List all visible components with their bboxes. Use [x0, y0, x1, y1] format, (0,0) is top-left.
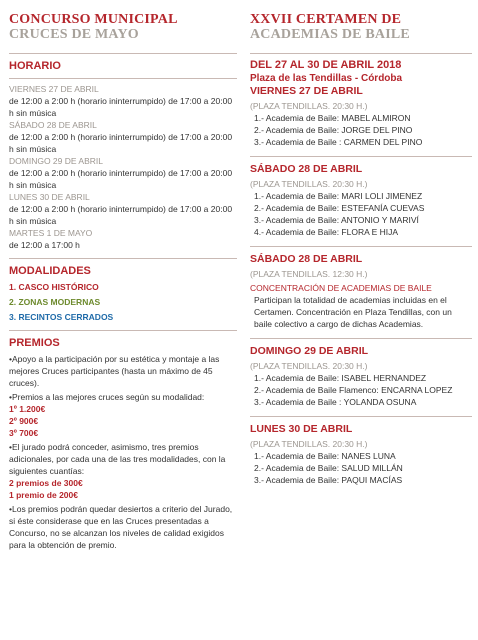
- academy-item: 3.- Academia de Baile: PAQUI MACÍAS: [254, 475, 403, 485]
- horario-hours: de 12:00 a 2:00 h (horario ininterrumpido) de 17:00 a 20:00 h sin música: [9, 96, 233, 118]
- title-line-2: CRUCES DE MAYO: [9, 27, 139, 42]
- academy-list: [250, 190, 472, 238]
- horario-hours: de 12:00 a 2:00 h (horario ininterrumpido) de 17:00 a 20:00 h sin música: [9, 204, 233, 226]
- left-column: [9, 12, 237, 551]
- academy-item: 2.- Academia de Baile: SALUD MILLÁN: [254, 463, 403, 473]
- extra-prize: 1 premio de 200€: [9, 490, 78, 500]
- title-line-1: CONCURSO MUNICIPAL: [9, 12, 178, 27]
- title-line-2: ACADEMIAS DE BAILE: [250, 27, 410, 42]
- day-block: [250, 85, 472, 148]
- day-venue: (PLAZA TENDILLAS. 20:30 H.): [250, 101, 368, 111]
- day-venue: (PLAZA TENDILLAS. 20:30 H.): [250, 179, 368, 189]
- day-heading: VIERNES 27 DE ABRIL: [250, 85, 363, 97]
- divider: [250, 338, 472, 339]
- day-heading: DOMINGO 29 DE ABRIL: [250, 345, 369, 357]
- academy-item: 3.- Academia de Baile: ANTONIO Y MARIVÍ: [254, 215, 419, 225]
- divider: [250, 416, 472, 417]
- day-heading: SÁBADO 28 DE ABRIL: [250, 163, 363, 175]
- premios-heading: PREMIOS: [9, 337, 60, 349]
- premios-content: [9, 353, 237, 551]
- academy-item: 4.- Academia de Baile: FLORA E HIJA: [254, 227, 399, 237]
- prize-value: 1º 1.200€: [9, 404, 46, 414]
- horario-hours: de 12:00 a 17:00 h: [9, 240, 80, 250]
- academy-item: 3.- Academia de Baile : CARMEN DEL PINO: [254, 137, 423, 147]
- certamen-title: [250, 12, 472, 42]
- academy-item: 2.- Academia de Baile: ESTEFANÍA CUEVAS: [254, 203, 425, 213]
- right-column: [250, 12, 472, 486]
- horario-list: [9, 84, 237, 251]
- horario-heading: HORARIO: [9, 60, 61, 72]
- day-venue: (PLAZA TENDILLAS. 12:30 H.): [250, 269, 368, 279]
- day-block: [250, 163, 472, 238]
- divider: [250, 156, 472, 157]
- horario-hours: de 12:00 a 2:00 h (horario ininterrumpido) de 17:00 a 20:00 h sin música: [9, 168, 233, 190]
- modalidad-item: 2. ZONAS MODERNAS: [9, 297, 101, 307]
- academy-item: 1.- Academia de Baile: MARI LOLI JIMENEZ: [254, 191, 423, 201]
- academy-list: [250, 112, 472, 148]
- divider: [250, 246, 472, 247]
- certamen-dates: DEL 27 AL 30 DE ABRIL 2018: [250, 59, 402, 71]
- day-block: [250, 253, 472, 330]
- premios-paragraph: • Premios a las mejores cruces según su modalidad:: [9, 391, 237, 403]
- day-venue: (PLAZA TENDILLAS. 20:30 H.): [250, 361, 368, 371]
- horario-hours: de 12:00 a 2:00 h (horario ininterrumpido) de 17:00 a 20:00 h sin música: [9, 132, 233, 154]
- prize-value: 2º 900€: [9, 416, 39, 426]
- extra-prize: 2 premios de 300€: [9, 478, 83, 488]
- day-heading: SÁBADO 28 DE ABRIL: [250, 253, 363, 265]
- horario-day: MARTES 1 DE MAYO: [9, 228, 93, 238]
- academy-item: 1.- Academia de Baile: NANES LUNA: [254, 451, 396, 461]
- concurso-title: [9, 12, 237, 42]
- day-block: [250, 345, 472, 408]
- day-venue: (PLAZA TENDILLAS. 20:30 H.): [250, 439, 368, 449]
- certamen-place: Plaza de las Tendillas - Córdoba: [250, 73, 403, 84]
- concentration-text: Participan la totalidad de academias incluidas en el Certamen. Concentración en Plaza Tendillas, con un baile colectivo a cargo de dichas Academias.: [254, 295, 452, 329]
- concentration-heading: CONCENTRACIÓN DE ACADEMIAS DE BAILE: [250, 283, 432, 293]
- premios-paragraph: • Apoyo a la participación por su estética y montaje a las mejores Cruces participantes (hasta un máximo de 45 cruces).: [9, 353, 237, 389]
- divider: [9, 78, 237, 79]
- divider: [9, 330, 237, 331]
- horario-day: VIERNES 27 DE ABRIL: [9, 84, 99, 94]
- academy-item: 2.- Academia de Baile Flamenco: ENCARNA LOPEZ: [254, 385, 453, 395]
- divider: [250, 53, 472, 54]
- horario-day: LUNES 30 DE ABRIL: [9, 192, 90, 202]
- academy-item: 1.- Academia de Baile: MABEL ALMIRON: [254, 113, 411, 123]
- prize-value: 3º 700€: [9, 428, 39, 438]
- modalidad-item: 1. CASCO HISTÓRICO: [9, 282, 99, 292]
- modalidades-heading: MODALIDADES: [9, 265, 91, 277]
- horario-day: DOMINGO 29 DE ABRIL: [9, 156, 103, 166]
- academy-item: 2.- Academia de Baile: JORGE DEL PINO: [254, 125, 413, 135]
- modalidades-list: [9, 281, 237, 323]
- divider: [9, 258, 237, 259]
- horario-day: SÁBADO 28 DE ABRIL: [9, 120, 97, 130]
- modalidad-item: 3. RECINTOS CERRADOS: [9, 312, 114, 322]
- premios-paragraph: • El jurado podrá conceder, asimismo, tres premios adicionales, por cada una de las tres modalidades, con la siguientes cuantías:: [9, 441, 237, 477]
- premios-paragraph: • Los premios podrán quedar desiertos a criterio del Jurado, si éste considerase que en las Cruces presentadas a Concurso, no se alcanzan los niveles de calidad exigidos para la obtención de premio.: [9, 503, 237, 551]
- academy-list: [250, 372, 472, 408]
- divider: [9, 53, 237, 54]
- academy-item: 3.- Academia de Baile : YOLANDA OSUNA: [254, 397, 417, 407]
- day-heading: LUNES 30 DE ABRIL: [250, 423, 353, 435]
- title-line-1: XXVII CERTAMEN DE: [250, 12, 402, 27]
- day-block: [250, 423, 472, 486]
- academy-list: [250, 450, 472, 486]
- academy-item: 1.- Academia de Baile: ISABEL HERNANDEZ: [254, 373, 427, 383]
